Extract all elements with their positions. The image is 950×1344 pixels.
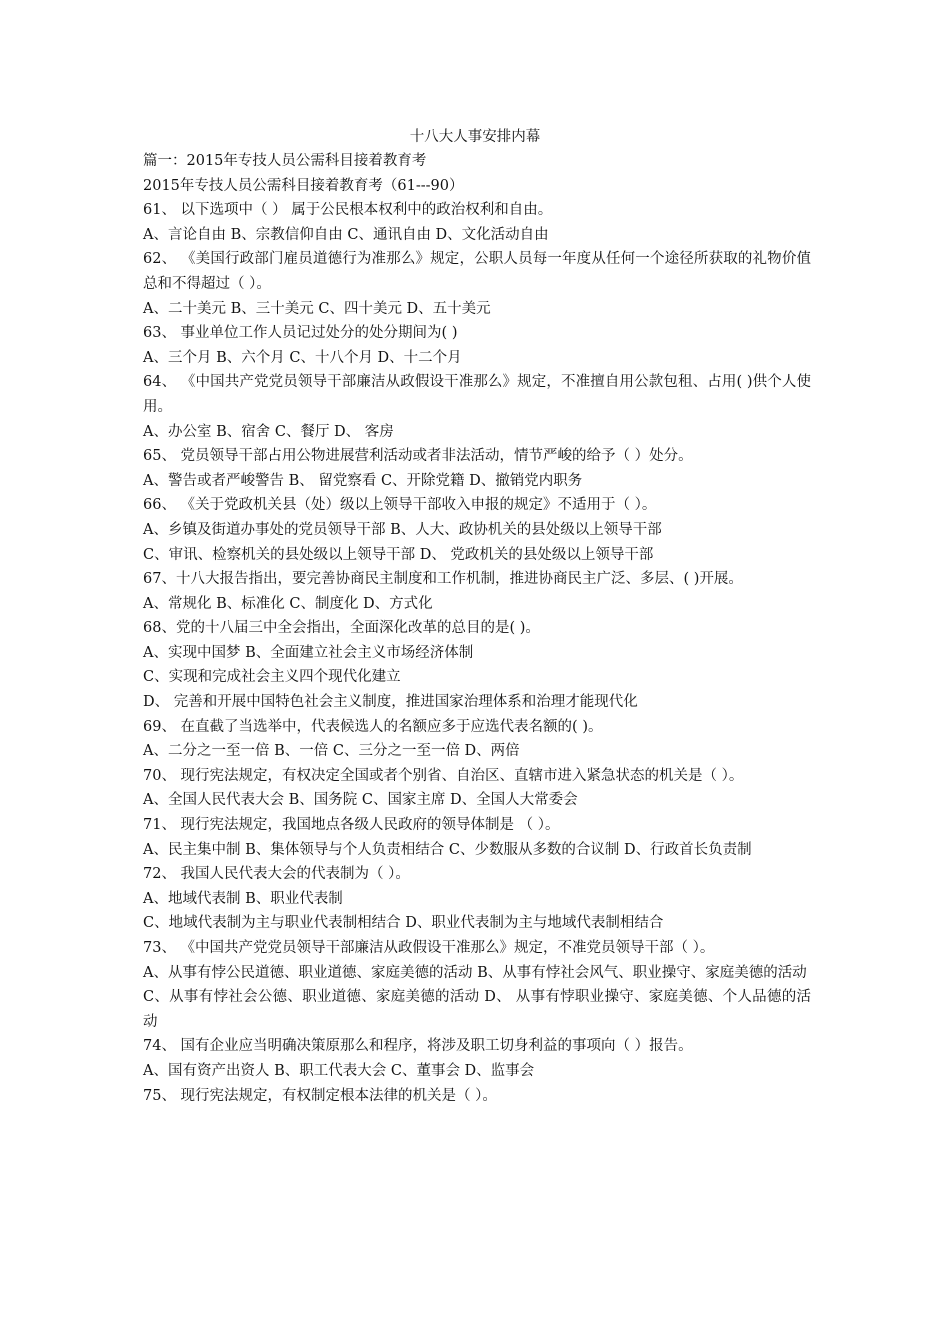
document-line: A、实现中国梦 B、全面建立社会主义市场经济体制 [143, 644, 474, 661]
document-line: A、言论自由 B、宗教信仰自由 C、通讯自由 D、文化活动自由 [143, 226, 549, 243]
document-line: 70、 现行宪法规定，有权决定全国或者个别省、自治区、直辖市进入紧急状态的机关是（ ）。 [143, 767, 744, 784]
document-line: 2015年专技人员公需科目接着教育考（61---90） [143, 177, 464, 194]
document-line: A、国有资产出资人 B、职工代表大会 C、董事会 D、监事会 [143, 1062, 535, 1079]
document-line: D、 完善和开展中国特色社会主义制度，推进国家治理体系和治理才能现代化 [143, 694, 638, 711]
document-line: A、常规化 B、标准化 C、制度化 D、方式化 [143, 595, 433, 612]
document-title: 十八大人事安排内幕 [409, 129, 541, 145]
document-line: C、实现和完成社会主义四个现代化建立 [143, 669, 401, 686]
document-line: 篇一：2015年专技人员公需科目接着教育考 [143, 153, 427, 169]
document-line: 75、 现行宪法规定，有权制定根本法律的机关是（ ）。 [143, 1087, 497, 1104]
document-line: C、地域代表制为主与职业代表制相结合 D、职业代表制为主与地域代表制相结合 [143, 915, 664, 932]
document-line: A、民主集中制 B、集体领导与个人负责相结合 C、少数服从多数的合议制 D、行政首长负责制 [143, 841, 752, 858]
document-body [143, 149, 811, 1108]
document-line: A、三个月 B、六个月 C、十八个月 D、十二个月 [143, 349, 462, 366]
document-line: 63、 事业单位工作人员记过处分的处分期间为( ) [143, 325, 458, 342]
document-line: A、办公室 B、宿舍 C、餐厅 D、 客房 [143, 423, 394, 440]
document-line: A、乡镇及街道办事处的党员领导干部 B、人大、政协机关的县处级以上领导干部 [143, 521, 662, 538]
document-line: A、从事有悖公民道德、职业道德、家庭美德的活动 B、从事有悖社会风气、职业操守、家庭美德的活动 [143, 964, 807, 981]
document-line: 71、 现行宪法规定，我国地点各级人民政府的领导体制是 （ ）。 [143, 817, 560, 834]
document-line: 72、 我国人民代表大会的代表制为（ ）。 [143, 866, 410, 883]
document-line: 67、十八大报告指出，要完善协商民主制度和工作机制，推进协商民主广泛、多层、( )开展。 [143, 571, 743, 588]
document-line: A、警告或者严峻警告 B、 留党察看 C、开除党籍 D、撤销党内职务 [143, 472, 583, 489]
document-line: 66、 《关于党政机关县（处）级以上领导干部收入申报的规定》不适用于（ ）。 [143, 497, 657, 514]
document-line: C、从事有悖社会公德、职业道德、家庭美德的活动 D、 从事有悖职业操守、家庭美德、个人品德的活动 [143, 989, 811, 1030]
document-line: 74、 国有企业应当明确决策原那么和程序，将涉及职工切身利益的事项向（ ）报告。 [143, 1038, 693, 1055]
document-line: A、二分之一至一倍 B、一倍 C、三分之一至一倍 D、两倍 [143, 743, 520, 760]
document-line: A、全国人民代表大会 B、国务院 C、国家主席 D、全国人大常委会 [143, 792, 578, 809]
document-line: 61、 以下选项中（ ） 属于公民根本权利中的政治权利和自由。 [143, 202, 553, 219]
document-line: A、二十美元 B、三十美元 C、四十美元 D、五十美元 [143, 300, 491, 317]
document-line: 65、 党员领导干部占用公物进展营利活动或者非法活动，情节严峻的给予（ ）处分。 [143, 448, 693, 465]
document-line: C、审讯、检察机关的县处级以上领导干部 D、 党政机关的县处级以上领导干部 [143, 546, 654, 563]
document-line: 73、 《中国共产党党员领导干部廉洁从政假设干准那么》规定，不准党员领导干部（ ）。 [143, 940, 715, 956]
document-line: 69、 在直截了当选举中，代表候选人的名额应多于应选代表名额的( )。 [143, 718, 603, 735]
document-line: 64、 《中国共产党党员领导干部廉洁从政假设干准那么》规定，不准擅自用公款包租、占用( )供个人使用。 [143, 374, 811, 415]
document-line: 68、党的十八届三中全会指出，全面深化改革的总目的是( )。 [143, 620, 540, 637]
document-line: A、地域代表制 B、职业代表制 [143, 890, 343, 907]
document-line: 62、 《美国行政部门雇员道德行为准那么》规定，公职人员每一年度从任何一个途径所获取的礼物价值总和不得超过（ ）。 [143, 251, 811, 292]
